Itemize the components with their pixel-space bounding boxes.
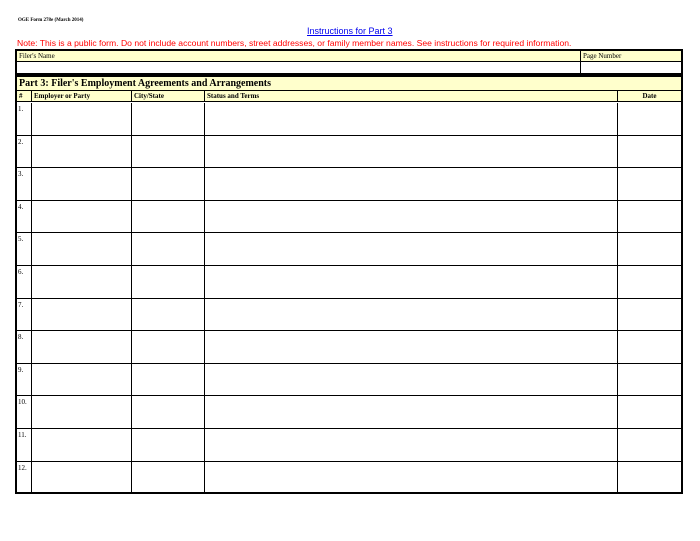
table-row	[17, 462, 681, 495]
row-number-cell: 6.	[17, 266, 32, 298]
date-cell[interactable]	[618, 429, 681, 461]
instructions-link[interactable]: Instructions for Part 3	[307, 26, 393, 36]
city-state-cell[interactable]	[132, 364, 205, 396]
row-number-cell: 9.	[17, 364, 32, 396]
employer-cell[interactable]	[32, 233, 132, 265]
employer-cell[interactable]	[32, 136, 132, 168]
table-row	[17, 396, 681, 429]
date-cell[interactable]	[618, 233, 681, 265]
city-state-cell[interactable]	[132, 429, 205, 461]
employer-cell[interactable]	[32, 299, 132, 331]
employer-cell[interactable]	[32, 364, 132, 396]
row-number-cell: 4.	[17, 201, 32, 233]
status-terms-cell[interactable]	[205, 462, 618, 495]
row-number-cell: 2.	[17, 136, 32, 168]
table-row	[17, 429, 681, 462]
table-row	[17, 103, 681, 136]
employer-cell[interactable]	[32, 462, 132, 495]
status-terms-cell[interactable]	[205, 136, 618, 168]
row-number-cell: 12.	[17, 462, 32, 495]
table-row	[17, 299, 681, 332]
date-cell[interactable]	[618, 299, 681, 331]
row-number-cell: 5.	[17, 233, 32, 265]
employer-cell[interactable]	[32, 429, 132, 461]
city-state-cell[interactable]	[132, 201, 205, 233]
date-cell[interactable]	[618, 266, 681, 298]
row-number-cell: 7.	[17, 299, 32, 331]
status-terms-cell[interactable]	[205, 299, 618, 331]
employer-cell[interactable]	[32, 266, 132, 298]
status-terms-cell[interactable]	[205, 396, 618, 428]
date-cell[interactable]	[618, 168, 681, 200]
filer-name-field[interactable]	[17, 62, 581, 73]
table-row	[17, 136, 681, 169]
city-state-cell[interactable]	[132, 233, 205, 265]
date-cell[interactable]	[618, 103, 681, 135]
date-cell[interactable]	[618, 364, 681, 396]
column-header-number: #	[17, 91, 32, 102]
status-terms-cell[interactable]	[205, 201, 618, 233]
city-state-cell[interactable]	[132, 331, 205, 363]
row-number-cell: 11.	[17, 429, 32, 461]
employer-cell[interactable]	[32, 103, 132, 135]
employer-cell[interactable]	[32, 396, 132, 428]
column-header-city-state: City/State	[132, 91, 205, 102]
employer-cell[interactable]	[32, 201, 132, 233]
status-terms-cell[interactable]	[205, 233, 618, 265]
table-row	[17, 168, 681, 201]
page-number-field[interactable]	[581, 62, 681, 73]
status-terms-cell[interactable]	[205, 168, 618, 200]
city-state-cell[interactable]	[132, 396, 205, 428]
column-header-date: Date	[618, 91, 681, 102]
table-row	[17, 331, 681, 364]
city-state-cell[interactable]	[132, 136, 205, 168]
date-cell[interactable]	[618, 462, 681, 495]
date-cell[interactable]	[618, 331, 681, 363]
column-header-status-terms: Status and Terms	[205, 91, 618, 102]
row-number-cell: 10.	[17, 396, 32, 428]
city-state-cell[interactable]	[132, 299, 205, 331]
date-cell[interactable]	[618, 201, 681, 233]
form-identifier: OGE Form 278e (March 2014)	[18, 18, 84, 23]
city-state-cell[interactable]	[132, 266, 205, 298]
row-number-cell: 1.	[17, 103, 32, 135]
part-3-table	[15, 75, 683, 494]
employer-cell[interactable]	[32, 331, 132, 363]
status-terms-cell[interactable]	[205, 266, 618, 298]
city-state-cell[interactable]	[132, 462, 205, 495]
date-cell[interactable]	[618, 396, 681, 428]
table-row	[17, 233, 681, 266]
public-form-note: Note: This is a public form. Do not include account numbers, street addresses, or family member names. See instructions for required information.	[17, 38, 572, 48]
row-number-cell: 3.	[17, 168, 32, 200]
table-row	[17, 364, 681, 397]
employer-cell[interactable]	[32, 168, 132, 200]
status-terms-cell[interactable]	[205, 331, 618, 363]
row-number-cell: 8.	[17, 331, 32, 363]
city-state-cell[interactable]	[132, 103, 205, 135]
column-header-employer: Employer or Party	[32, 91, 132, 102]
page-number-label: Page Number	[581, 51, 681, 62]
date-cell[interactable]	[618, 136, 681, 168]
status-terms-cell[interactable]	[205, 429, 618, 461]
filer-info-section	[15, 49, 683, 75]
table-row	[17, 266, 681, 299]
status-terms-cell[interactable]	[205, 103, 618, 135]
status-terms-cell[interactable]	[205, 364, 618, 396]
filer-name-label: Filer's Name	[17, 51, 581, 62]
table-row	[17, 201, 681, 234]
city-state-cell[interactable]	[132, 168, 205, 200]
part-title: Part 3: Filer's Employment Agreements and Arrangements	[17, 77, 681, 91]
